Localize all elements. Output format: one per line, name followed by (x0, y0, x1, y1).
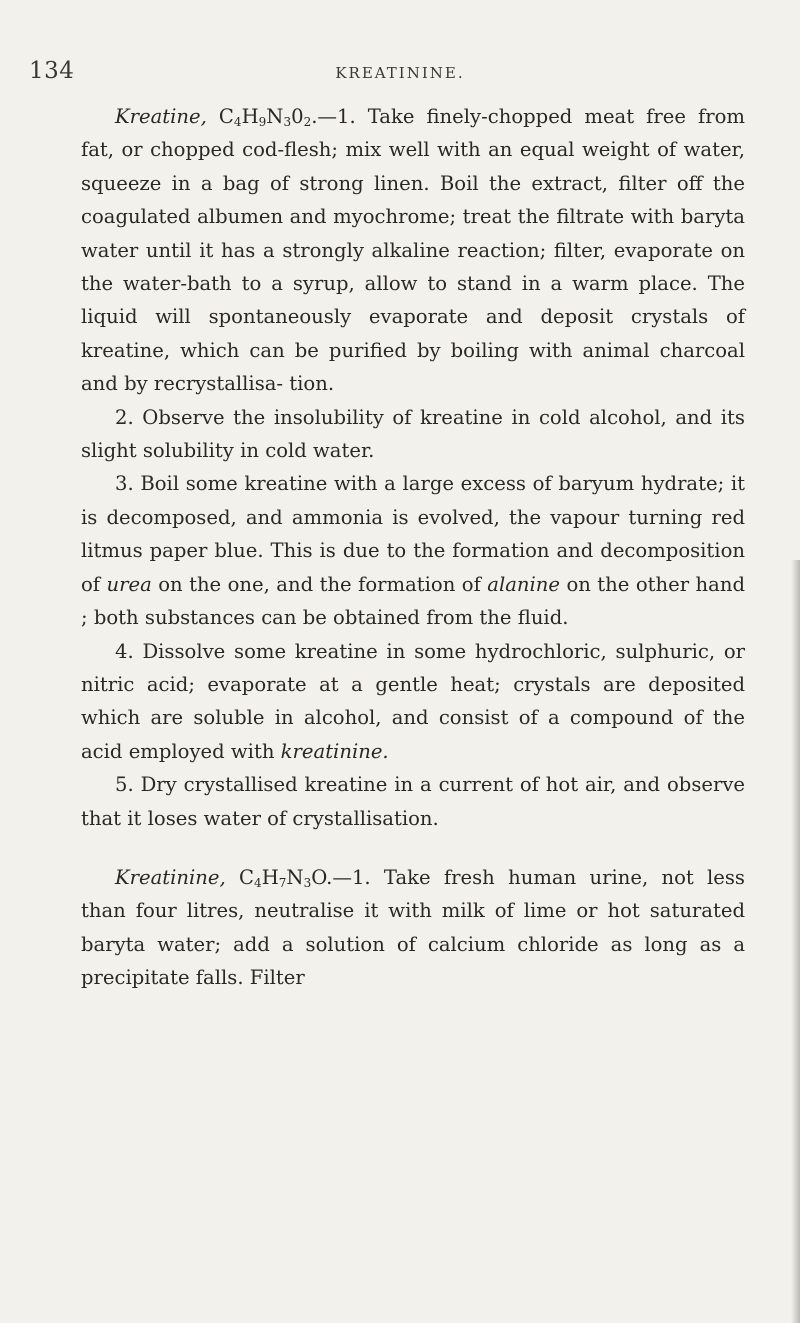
term-alanine: alanine (487, 572, 560, 596)
kreatine-paragraph-2: 2. Observe the insolubility of kreatine in cold alcohol, and its slight solubility in cold water. (81, 405, 745, 463)
term-kreatinine: kreatinine. (280, 739, 389, 763)
page-number: 134 (29, 58, 75, 84)
term-urea: urea (106, 572, 152, 596)
kreatinine-paragraph-1: Kreatinine, $C_4H_7N_3O.—1$. Take fresh human urine, not less than four litres, neutralise it with milk of lime or hot saturated baryta water; add a solution of calcium chloride as long as a precipitate falls. Filter (81, 865, 745, 990)
page-edge-shadow (791, 560, 800, 1323)
kreatine-paragraph-4: 4. Dissolve some kreatine in some hydrochloric, sulphuric, or nitric acid; evaporate at a gentle heat; crystals are deposited which are soluble in alcohol, and consist of a compound of the acid employed with kreatinine. (81, 639, 745, 763)
kreatinine-formula: $C_4H_7N_3O$ (239, 865, 327, 890)
kreatine-formula: $C_4H_9N_30_2$ (218, 105, 312, 129)
kreatinine-heading: Kreatinine, (115, 865, 226, 889)
kreatine-paragraph-1: Kreatine, $C_4H_9N_30_2.—1$. Take finely-chopped meat free from fat, or chopped cod-flesh; mix well with an equal weight of water, squeeze in a bag of strong linen. Boil the extract, filter off the coagulated albumen and myochrome; treat the filtrate with baryta water until it has a strongly alkaline reaction; filter, evaporate on the water-bath to a syrup, allow to stand in a warm place. The liquid will spontaneously evaporate and deposit crystals of kreatine, which can be purified by boiling with animal charcoal and by recrystallisa- tion. (81, 105, 745, 396)
body-text (81, 100, 745, 995)
page-header (0, 58, 800, 88)
running-head: KREATININE. (335, 64, 465, 82)
kreatine-paragraph-5: 5. Dry crystallised kreatine in a current of hot air, and observe that it loses water of crystallisation. (81, 773, 745, 830)
kreatine-paragraph-3: 3. Boil some kreatine with a large excess of baryum hydrate; it is decomposed, and ammonia is evolved, the vapour turning red litmus paper blue. This is due to the formation and decomposition of urea on the one, and the formation of alanine on the other hand ; both substances can be obtained from the fluid. (81, 472, 745, 630)
kreatine-heading: Kreatine, (115, 105, 207, 128)
